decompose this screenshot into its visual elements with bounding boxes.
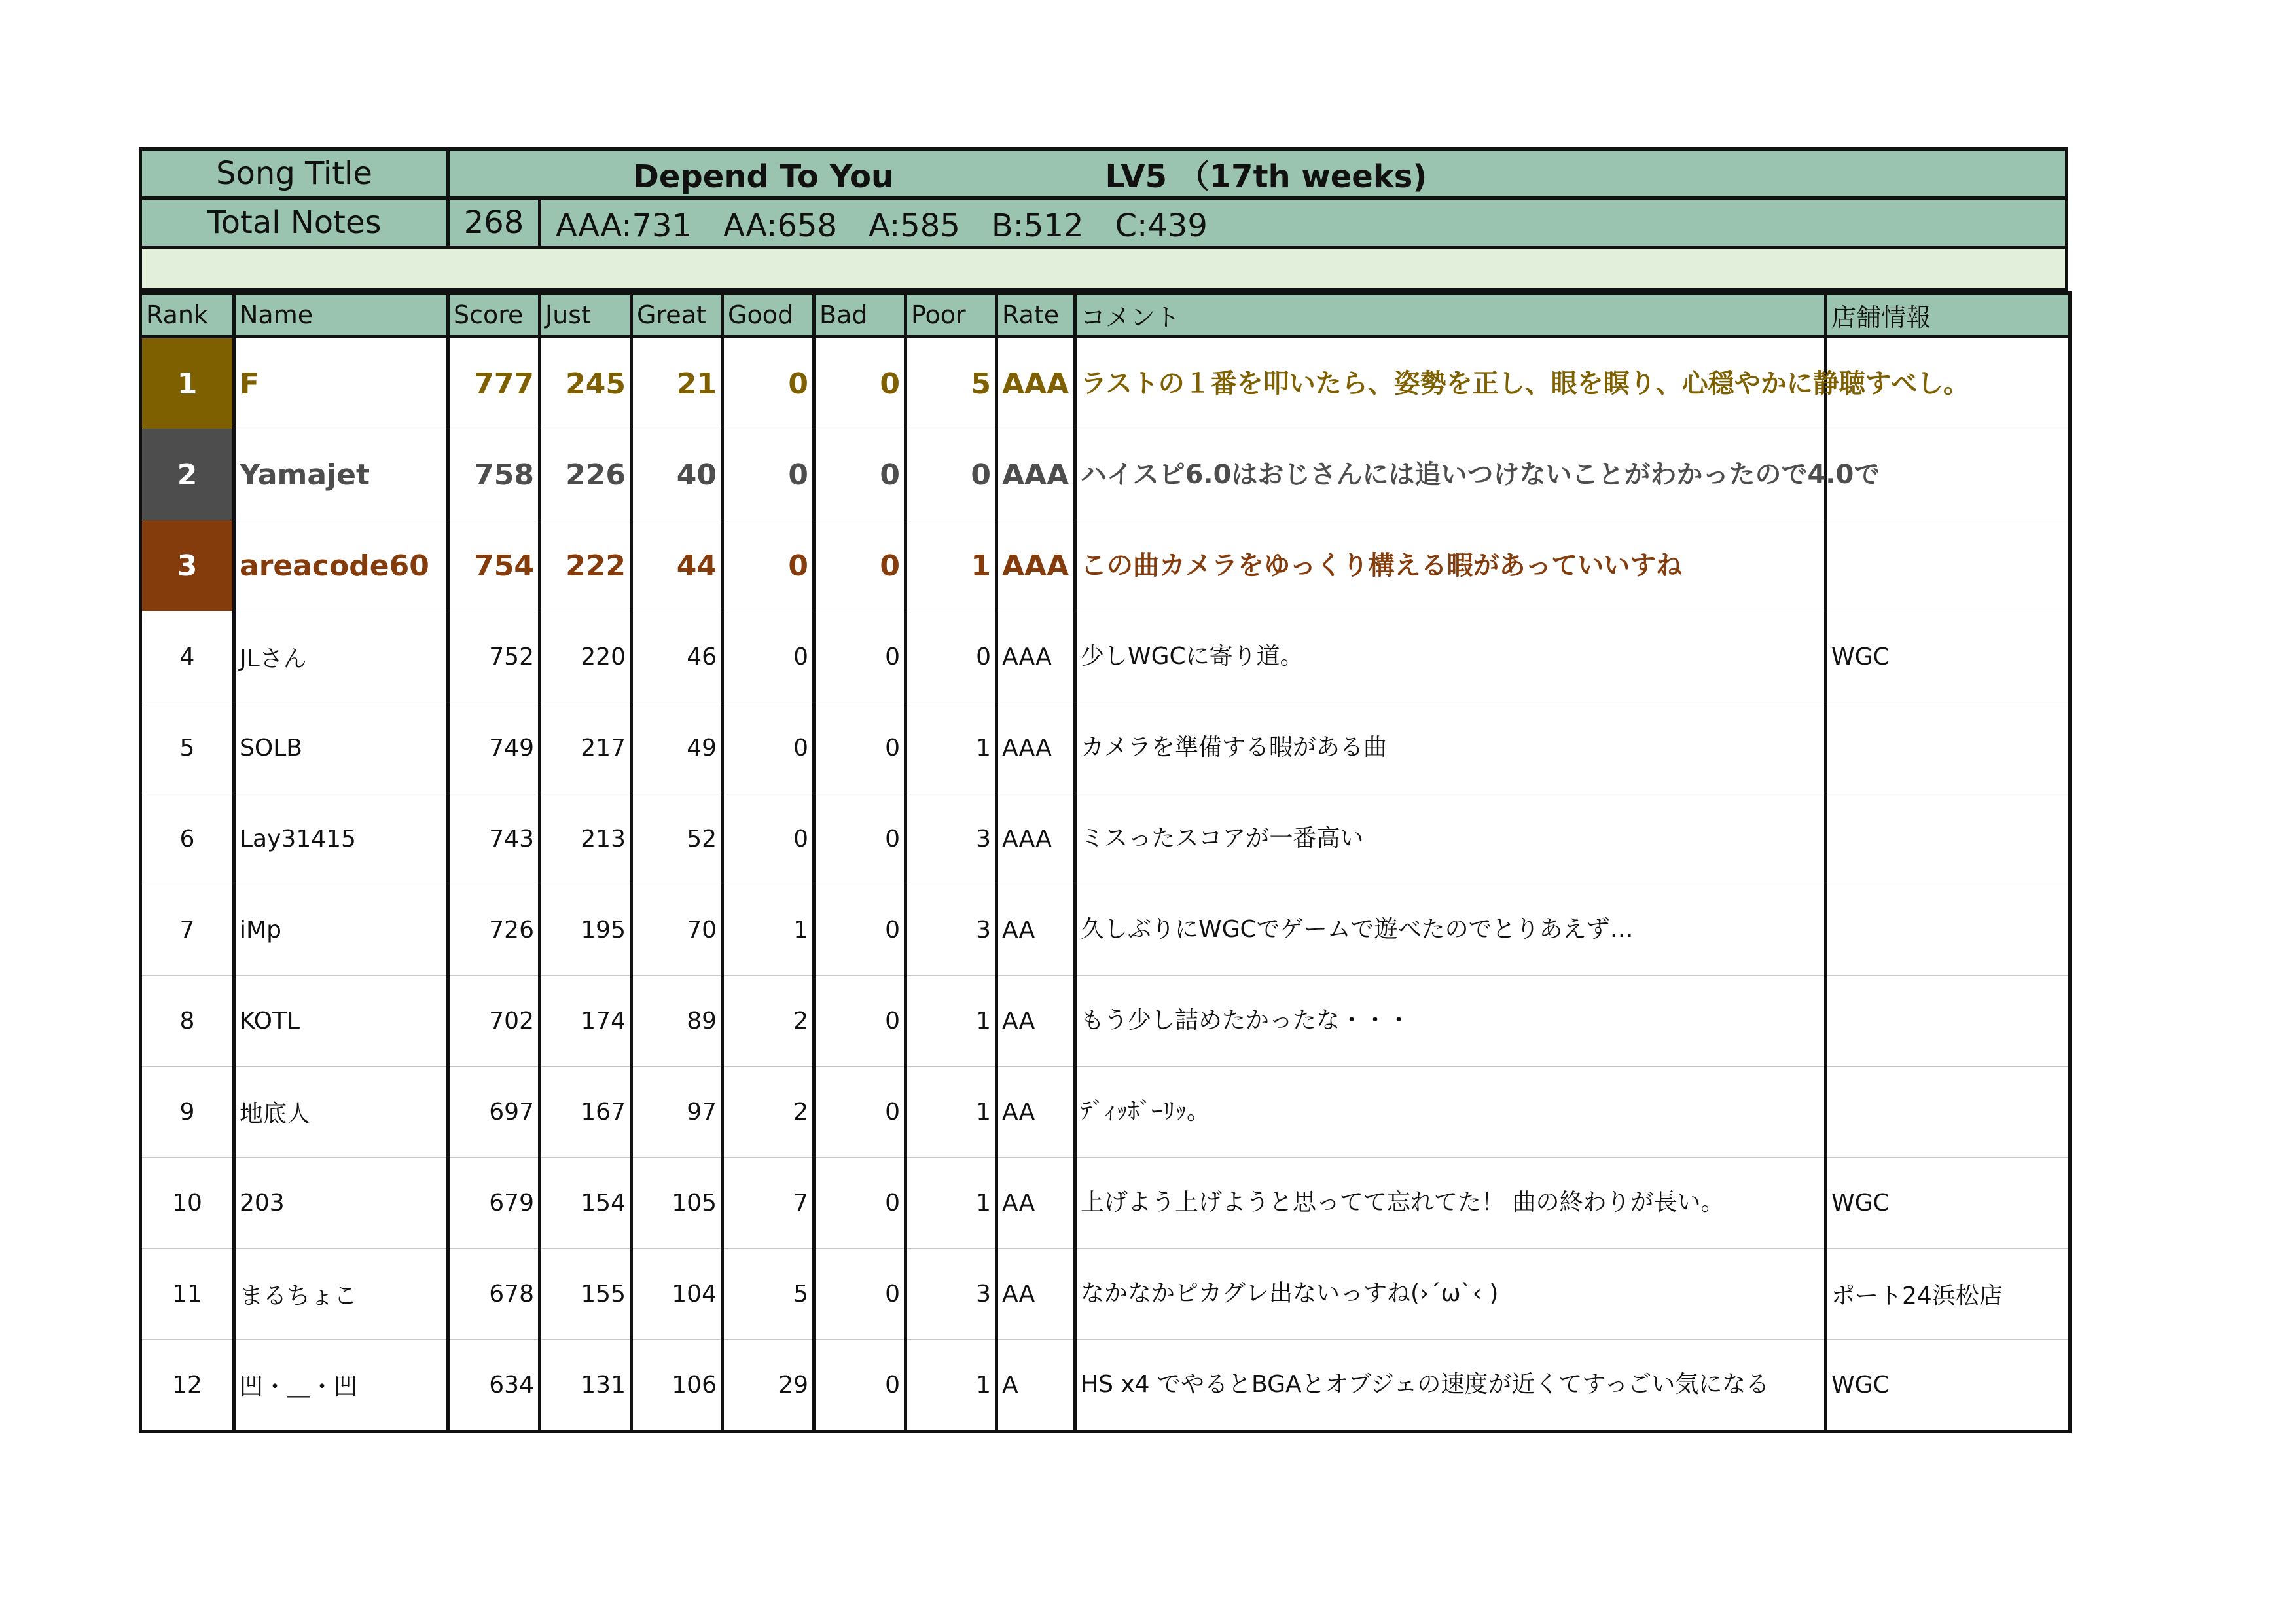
cell-just: 245: [540, 337, 632, 429]
total-notes-label: Total Notes: [141, 198, 448, 247]
table-row: [141, 884, 2070, 976]
level-info: LV5 （17th weeks): [1105, 158, 1427, 195]
cell-poor: 3: [906, 884, 997, 976]
cell-name: Yamajet: [234, 429, 448, 520]
total-notes-value: 268: [448, 198, 540, 247]
cell-rank: 12: [141, 1340, 234, 1432]
cell-just: 154: [540, 1158, 632, 1249]
cell-great: 97: [632, 1067, 723, 1158]
cell-comment: 上げよう上げようと思ってて忘れてた！ 曲の終わりが長い。: [1075, 1158, 1826, 1249]
cell-comment: ﾃﾞｨｯﾎﾞｰﾘｯ。: [1075, 1067, 1826, 1158]
cell-good: 5: [723, 1249, 814, 1340]
cell-just: 217: [540, 702, 632, 793]
col-rank: Rank: [141, 293, 234, 337]
col-just: Just: [540, 293, 632, 337]
cell-rate: AA: [997, 884, 1075, 976]
cell-comment: ラストの１番を叩いたら、姿勢を正し、眼を瞑り、心穏やかに静聴すべし。: [1075, 337, 1826, 429]
cell-shop: WGC: [1826, 1158, 2070, 1249]
cell-rank: 10: [141, 1158, 234, 1249]
cell-bad: 0: [814, 793, 906, 884]
grade-thresholds: AAA:731 AA:658 A:585 B:512 C:439: [540, 198, 2067, 247]
table-row: [141, 520, 2070, 611]
cell-shop: ポート24浜松店: [1826, 1249, 2070, 1340]
table-row: [141, 337, 2070, 429]
col-shop: 店舗情報: [1826, 293, 2070, 337]
cell-shop: [1826, 702, 2070, 793]
column-header-row: [141, 293, 2070, 337]
cell-rank: 8: [141, 976, 234, 1067]
cell-shop: [1826, 884, 2070, 976]
song-title: Depend To You: [633, 158, 894, 195]
cell-rank: 9: [141, 1067, 234, 1158]
cell-rank: 7: [141, 884, 234, 976]
cell-good: 1: [723, 884, 814, 976]
cell-good: 0: [723, 702, 814, 793]
song-title-cell: [448, 149, 2067, 198]
cell-score: 634: [448, 1340, 540, 1432]
cell-great: 89: [632, 976, 723, 1067]
cell-great: 106: [632, 1340, 723, 1432]
cell-rate: AA: [997, 1249, 1075, 1340]
cell-name: まるちょこ: [234, 1249, 448, 1340]
cell-rate: AAA: [997, 793, 1075, 884]
cell-name: areacode60: [234, 520, 448, 611]
table-row: [141, 976, 2070, 1067]
cell-name: SOLB: [234, 702, 448, 793]
cell-rank: 2: [141, 429, 234, 520]
cell-name: JLさん: [234, 611, 448, 702]
cell-rank: 3: [141, 520, 234, 611]
cell-rate: AAA: [997, 337, 1075, 429]
cell-shop: [1826, 1067, 2070, 1158]
table-row: [141, 1158, 2070, 1249]
cell-rate: AA: [997, 1067, 1075, 1158]
cell-poor: 1: [906, 1158, 997, 1249]
table-row: [141, 1340, 2070, 1432]
cell-shop: [1826, 793, 2070, 884]
cell-just: 174: [540, 976, 632, 1067]
cell-great: 21: [632, 337, 723, 429]
cell-rate: AA: [997, 1158, 1075, 1249]
table-row: [141, 793, 2070, 884]
cell-just: 213: [540, 793, 632, 884]
cell-just: 167: [540, 1067, 632, 1158]
cell-shop: [1826, 520, 2070, 611]
cell-great: 105: [632, 1158, 723, 1249]
cell-comment: カメラを準備する暇がある曲: [1075, 702, 1826, 793]
cell-bad: 0: [814, 611, 906, 702]
cell-comment: なかなかピカグレ出ないっすね(›´ω`‹ ): [1075, 1249, 1826, 1340]
cell-great: 70: [632, 884, 723, 976]
cell-score: 749: [448, 702, 540, 793]
cell-poor: 0: [906, 611, 997, 702]
cell-name: 203: [234, 1158, 448, 1249]
cell-name: 凹・＿・凹: [234, 1340, 448, 1432]
cell-rate: A: [997, 1340, 1075, 1432]
cell-good: 29: [723, 1340, 814, 1432]
cell-rank: 11: [141, 1249, 234, 1340]
cell-good: 7: [723, 1158, 814, 1249]
cell-shop: [1826, 976, 2070, 1067]
cell-just: 222: [540, 520, 632, 611]
cell-name: Lay31415: [234, 793, 448, 884]
col-comment: コメント: [1075, 293, 1826, 337]
cell-comment: HS x4 でやるとBGAとオブジェの速度が近くてすっごい気になる: [1075, 1340, 1826, 1432]
cell-great: 44: [632, 520, 723, 611]
table-row: [141, 702, 2070, 793]
cell-bad: 0: [814, 702, 906, 793]
cell-just: 226: [540, 429, 632, 520]
cell-shop: WGC: [1826, 1340, 2070, 1432]
col-great: Great: [632, 293, 723, 337]
ranking-sheet: [139, 147, 2068, 1433]
cell-score: 678: [448, 1249, 540, 1340]
cell-poor: 1: [906, 702, 997, 793]
cell-comment: ハイスピ6.0はおじさんには追いつけないことがわかったので4.0で: [1075, 429, 1826, 520]
cell-bad: 0: [814, 1158, 906, 1249]
col-score: Score: [448, 293, 540, 337]
cell-great: 40: [632, 429, 723, 520]
cell-name: F: [234, 337, 448, 429]
cell-score: 752: [448, 611, 540, 702]
cell-comment: この曲カメラをゆっくり構える暇があっていいすね: [1075, 520, 1826, 611]
cell-poor: 3: [906, 793, 997, 884]
col-good: Good: [723, 293, 814, 337]
cell-good: 2: [723, 976, 814, 1067]
cell-rate: AAA: [997, 611, 1075, 702]
cell-great: 46: [632, 611, 723, 702]
cell-poor: 1: [906, 1340, 997, 1432]
cell-bad: 0: [814, 1249, 906, 1340]
table-row: [141, 611, 2070, 702]
cell-bad: 0: [814, 976, 906, 1067]
cell-score: 777: [448, 337, 540, 429]
cell-poor: 1: [906, 976, 997, 1067]
cell-poor: 1: [906, 520, 997, 611]
song-title-label: Song Title: [141, 149, 448, 198]
table-row: [141, 429, 2070, 520]
cell-bad: 0: [814, 1340, 906, 1432]
cell-poor: 0: [906, 429, 997, 520]
cell-good: 0: [723, 429, 814, 520]
song-title-row: [141, 149, 2067, 198]
cell-comment: ミスったスコアが一番高い: [1075, 793, 1826, 884]
song-header-table: [139, 147, 2068, 249]
ranking-table: [139, 291, 2072, 1433]
cell-just: 195: [540, 884, 632, 976]
cell-name: iMp: [234, 884, 448, 976]
col-bad: Bad: [814, 293, 906, 337]
cell-good: 0: [723, 793, 814, 884]
cell-comment: もう少し詰めたかったな・・・: [1075, 976, 1826, 1067]
cell-rank: 1: [141, 337, 234, 429]
cell-score: 702: [448, 976, 540, 1067]
cell-score: 679: [448, 1158, 540, 1249]
cell-good: 0: [723, 520, 814, 611]
cell-rank: 6: [141, 793, 234, 884]
cell-score: 697: [448, 1067, 540, 1158]
cell-good: 0: [723, 611, 814, 702]
cell-rate: AAA: [997, 520, 1075, 611]
cell-great: 52: [632, 793, 723, 884]
cell-poor: 3: [906, 1249, 997, 1340]
cell-comment: 少しWGCに寄り道。: [1075, 611, 1826, 702]
cell-great: 49: [632, 702, 723, 793]
cell-rate: AAA: [997, 702, 1075, 793]
cell-just: 155: [540, 1249, 632, 1340]
cell-poor: 1: [906, 1067, 997, 1158]
total-notes-row: [141, 198, 2067, 247]
cell-bad: 0: [814, 429, 906, 520]
cell-good: 2: [723, 1067, 814, 1158]
cell-bad: 0: [814, 337, 906, 429]
cell-comment: 久しぶりにWGCでゲームで遊べたのでとりあえず…: [1075, 884, 1826, 976]
spacer-band: [139, 249, 2068, 291]
cell-score: 726: [448, 884, 540, 976]
cell-rate: AAA: [997, 429, 1075, 520]
cell-poor: 5: [906, 337, 997, 429]
cell-just: 220: [540, 611, 632, 702]
col-rate: Rate: [997, 293, 1075, 337]
cell-bad: 0: [814, 1067, 906, 1158]
cell-score: 754: [448, 520, 540, 611]
cell-bad: 0: [814, 520, 906, 611]
cell-rank: 4: [141, 611, 234, 702]
cell-good: 0: [723, 337, 814, 429]
cell-rate: AA: [997, 976, 1075, 1067]
cell-rank: 5: [141, 702, 234, 793]
cell-name: 地底人: [234, 1067, 448, 1158]
cell-shop: WGC: [1826, 611, 2070, 702]
table-row: [141, 1067, 2070, 1158]
cell-great: 104: [632, 1249, 723, 1340]
cell-name: KOTL: [234, 976, 448, 1067]
table-row: [141, 1249, 2070, 1340]
cell-bad: 0: [814, 884, 906, 976]
cell-score: 743: [448, 793, 540, 884]
col-poor: Poor: [906, 293, 997, 337]
col-name: Name: [234, 293, 448, 337]
cell-score: 758: [448, 429, 540, 520]
cell-just: 131: [540, 1340, 632, 1432]
